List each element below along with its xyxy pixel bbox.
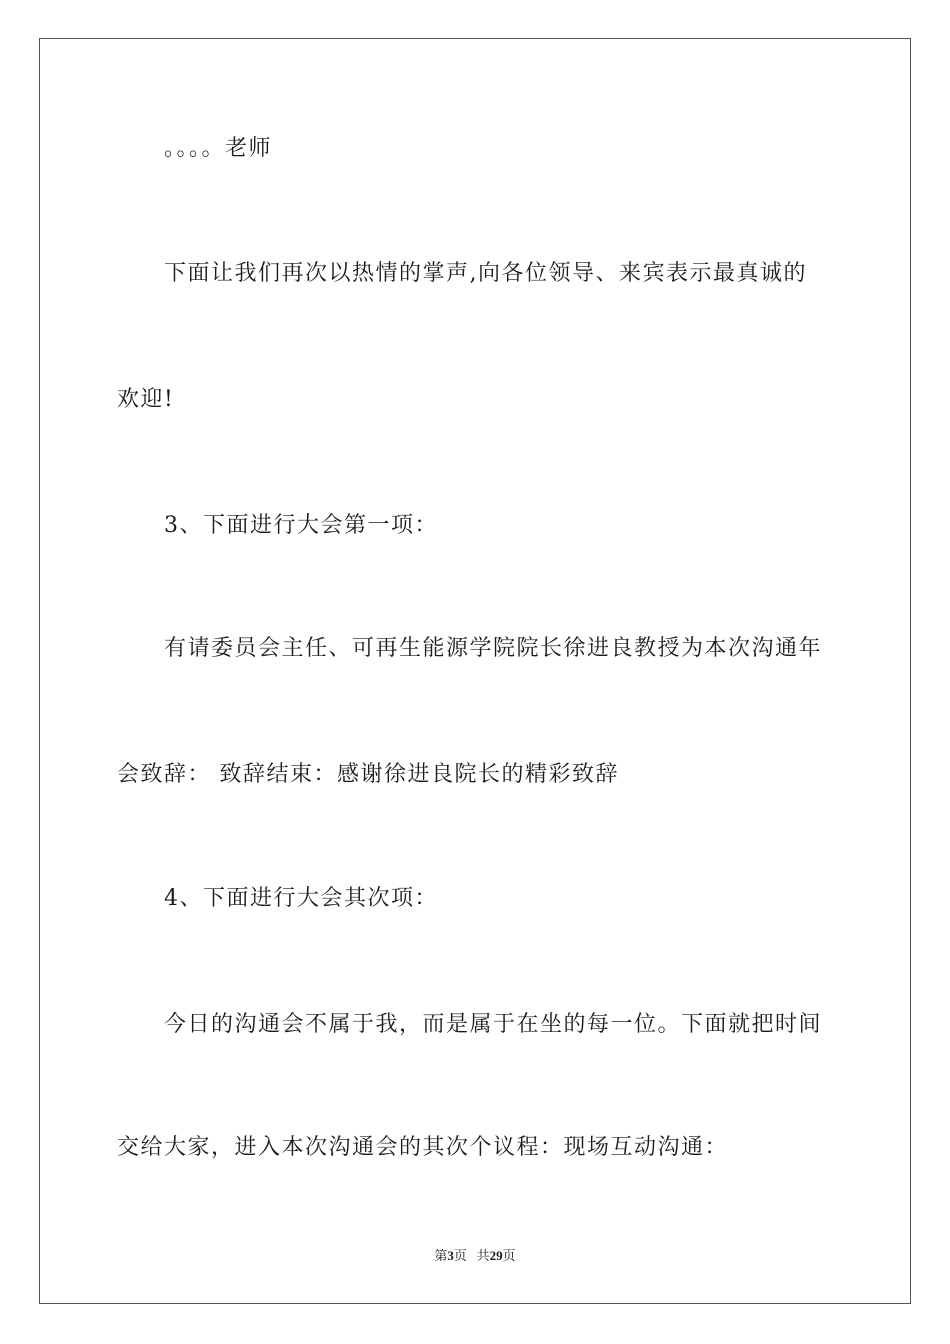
page-footer: [0, 1247, 950, 1265]
page-frame: [39, 38, 911, 1304]
footer-total-pages: 29: [489, 1248, 503, 1263]
text-line-4: 3、下面进行大会第一项：: [164, 513, 438, 538]
footer-total-suffix: 页: [502, 1248, 516, 1263]
footer-total-prefix: 共: [476, 1248, 490, 1263]
footer-page-suffix: 页: [453, 1248, 467, 1263]
text-line-7: 4、下面进行大会其次项：: [164, 886, 438, 911]
text-line-5: 有请委员会主任、可再生能源学院院长徐进良教授为本次沟通年: [164, 636, 823, 661]
text-line-2: 下面让我们再次以热情的掌声,向各位领导、来宾表示最真诚的: [164, 261, 807, 286]
footer-page-prefix: 第: [434, 1248, 448, 1263]
text-line-8: 今日的沟通会不属于我，而是属于在坐的每一位。下面就把时间: [164, 1012, 823, 1037]
text-line-6: 会致辞： 致辞结束：感谢徐进良院长的精彩致辞: [117, 762, 619, 787]
text-line-9: 交给大家，进入本次沟通会的其次个议程：现场互动沟通：: [117, 1135, 729, 1160]
footer-page-number: 3: [447, 1248, 454, 1263]
text-line-1: 。。。。老师: [164, 136, 273, 161]
text-line-3: 欢迎!: [117, 387, 175, 412]
